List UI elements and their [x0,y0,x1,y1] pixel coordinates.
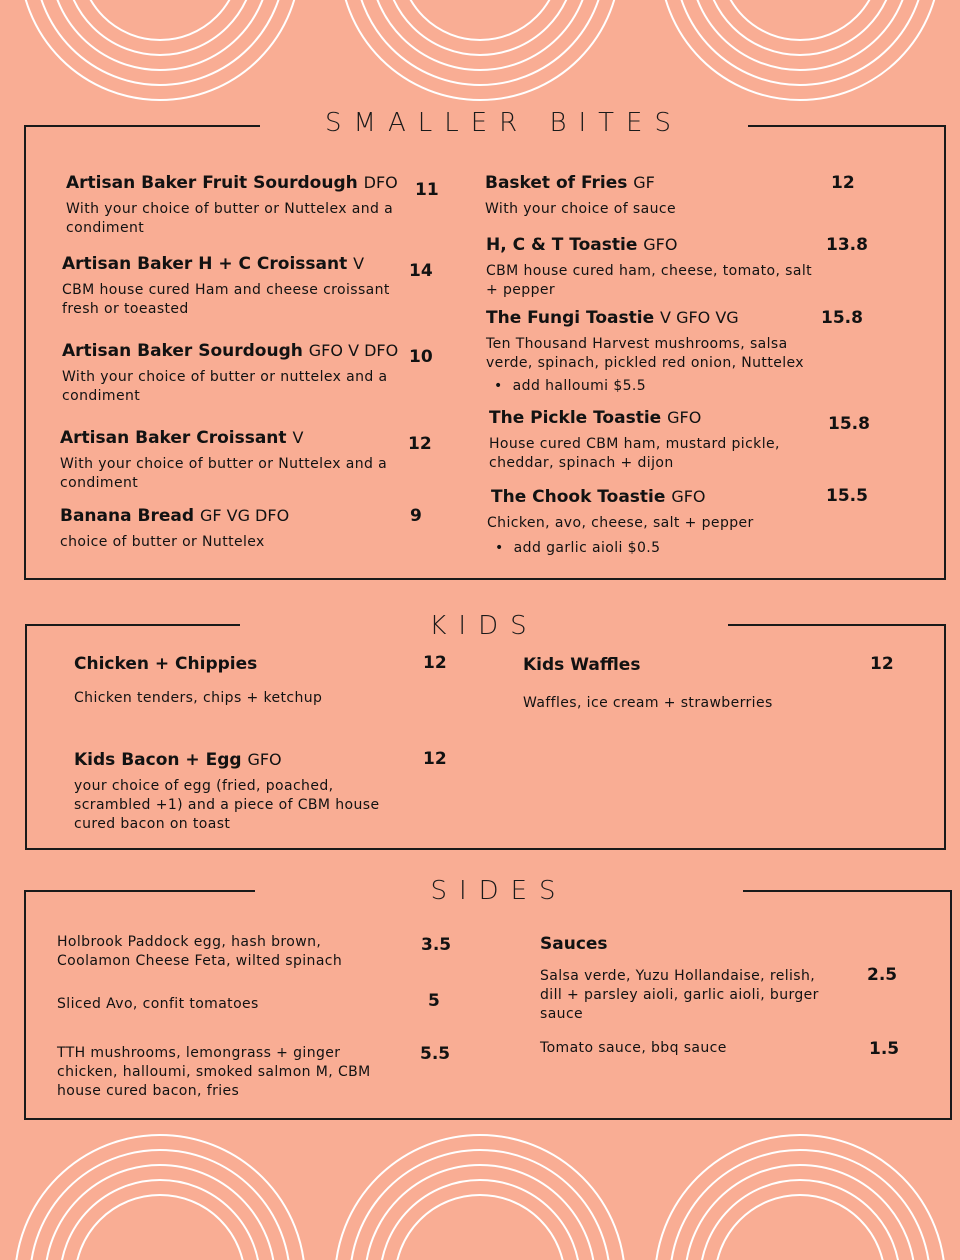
item-price: 5 [428,991,440,1011]
item-price: 1.5 [869,1039,900,1059]
addon-bullet: • add halloumi $5.5 [486,377,826,396]
item-price: 2.5 [867,965,898,985]
sauces-heading: Sauces [540,934,608,954]
item-description: CBM house cured Ham and cheese croissant fresh or toeasted [62,282,390,317]
item-description: choice of butter or Nuttelex [60,534,265,550]
item-description: Waffles, ice cream + strawberries [523,695,773,711]
menu-item: H, C & T Toastie GFO CBM house cured ham, cheese, tomato, salt + pepper [486,234,826,300]
item-price: 15.8 [828,414,870,434]
bottom-decorative-arcs [0,1130,960,1260]
addon-bullet: • add garlic aioli $0.5 [487,539,827,558]
item-price: 12 [831,173,855,193]
menu-item: Artisan Baker Croissant V With your choice of butter or Nuttelex and a condiment [60,427,405,493]
item-description: Chicken, avo, cheese, salt + pepper [487,515,754,531]
item-price: 3.5 [421,935,452,955]
item-price: 13.8 [826,235,868,255]
item-description: TTH mushrooms, lemongrass + ginger chicken, halloumi, smoked salmon M, CBM house cured bacon, fries [57,1045,371,1099]
menu-item: Banana Bread GF VG DFO choice of butter or Nuttelex [60,505,405,552]
side-item [57,995,377,1014]
menu-item: Artisan Baker H + C Croissant V CBM house cured Ham and cheese croissant fresh or toeasted [62,253,392,319]
item-description: your choice of egg (fried, poached, scrambled +1) and a piece of CBM house cured bacon on toast [74,778,380,832]
item-price: 11 [415,180,439,200]
item-description: With your choice of sauce [485,201,676,217]
side-item [540,967,840,1024]
menu-item: Artisan Baker Fruit Sourdough DFO With your choice of butter or Nuttelex and a condiment [66,172,411,238]
menu-item: Basket of Fries GF With your choice of sauce [485,172,825,219]
item-price: 10 [409,347,433,367]
sides-title: SIDES [255,876,743,906]
menu-item: The Chook Toastie GFO Chicken, avo, cheese, salt + pepper • add garlic aioli $0.5 [487,486,827,558]
item-description: Salsa verde, Yuzu Hollandaise, relish, dill + parsley aioli, garlic aioli, burger sauce [540,968,819,1022]
item-price: 12 [408,434,432,454]
item-price: 14 [409,261,433,281]
item-price: 15.5 [826,486,868,506]
item-description: Holbrook Paddock egg, hash brown, Coolamon Cheese Feta, wilted spinach [57,934,343,969]
item-description: Tomato sauce, bbq sauce [540,1040,727,1056]
menu-item: The Fungi Toastie V GFO VG Ten Thousand Harvest mushrooms, salsa verde, spinach, pickled red onion, Nuttelex • add halloumi $5.5 [486,307,826,396]
menu-item: Kids Bacon + Egg GFO your choice of egg (fried, poached, scrambled +1) and a piece of CBM house cured bacon on toast [74,749,404,834]
top-decorative-arcs [0,0,960,110]
item-description: With your choice of butter or nuttelex and a condiment [62,369,388,404]
smaller-bites-title: SMALLER BITES [260,108,748,138]
item-description: House cured CBM ham, mustard pickle, cheddar, spinach + dijon [489,436,780,471]
item-description: With your choice of butter or Nuttelex and a condiment [60,456,388,491]
item-description: Sliced Avo, confit tomatoes [57,996,259,1012]
menu-item: Chicken + Chippies Chicken tenders, chips + ketchup [74,653,394,708]
item-description: Chicken tenders, chips + ketchup [74,690,323,706]
side-item [57,1044,397,1101]
item-description: Ten Thousand Harvest mushrooms, salsa verde, spinach, pickled red onion, Nuttelex [486,336,804,371]
kids-title: KIDS [240,611,728,641]
item-price: 12 [423,653,447,673]
item-price: 15.8 [821,308,863,328]
item-price: 5.5 [420,1044,451,1064]
item-description: CBM house cured ham, cheese, tomato, salt + pepper [486,263,813,298]
item-price: 9 [410,506,422,526]
side-item [57,933,377,971]
menu-item: The Pickle Toastie GFO House cured CBM ham, mustard pickle, cheddar, spinach + dijon [489,407,819,473]
item-price: 12 [870,654,894,674]
side-item [540,1039,840,1058]
item-price: 12 [423,749,447,769]
item-description: With your choice of butter or Nuttelex and a condiment [66,201,394,236]
menu-item: Artisan Baker Sourdough GFO V DFO With your choice of butter or nuttelex and a condiment [62,340,407,406]
menu-item: Kids Waffles Waffles, ice cream + strawberries [523,654,843,713]
